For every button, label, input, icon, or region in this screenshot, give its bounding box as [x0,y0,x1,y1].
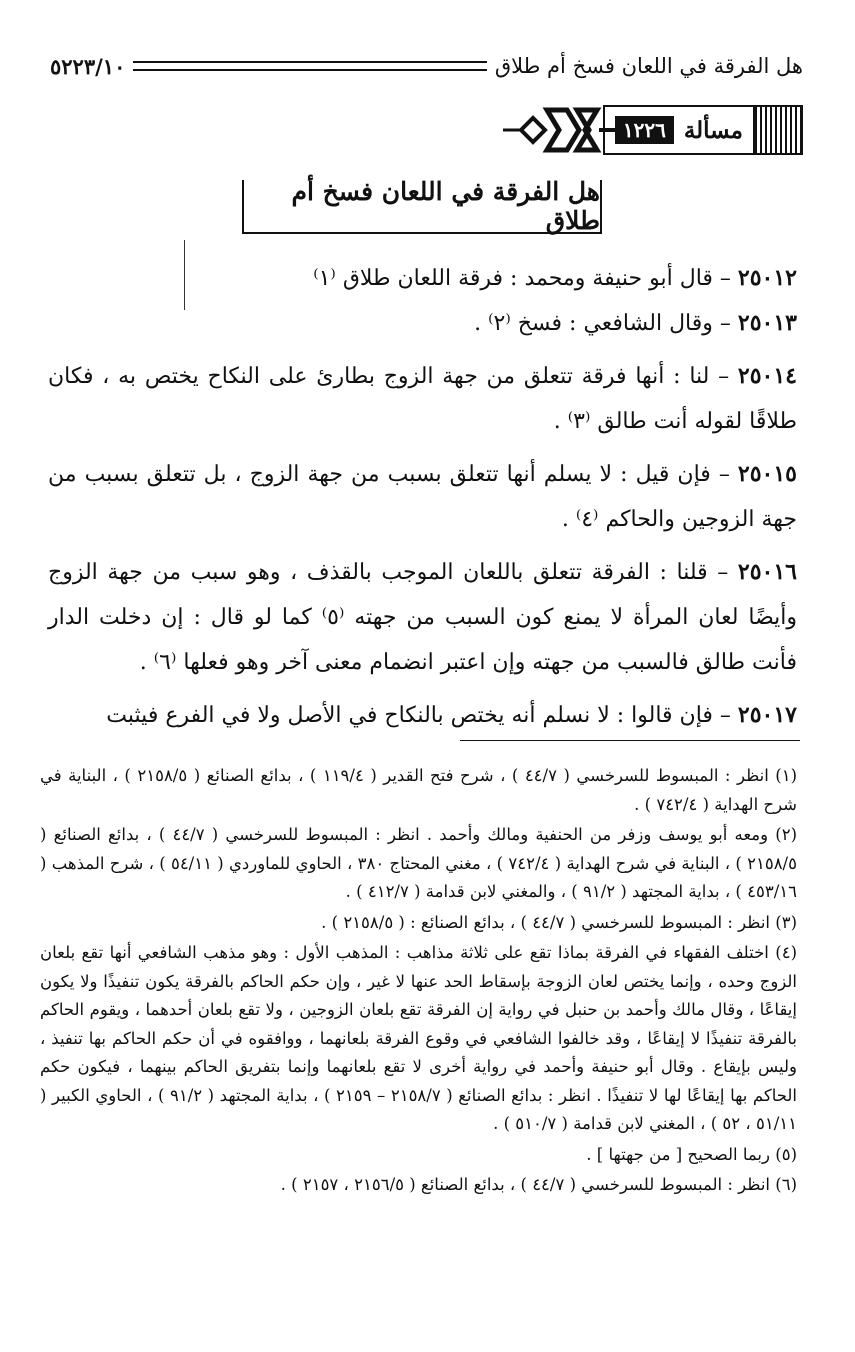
masala-number: ١٢٢٦ [615,116,674,144]
main-text [48,256,797,738]
footnote: (١) انظر : المبسوط للسرخسي ( ٤٤/٧ ) ، شرح فتح القدير ( ١١٩/٤ ) ، بدائع الصنائع ( ٢١٥٨/٥ ) ، البناية في شرح الهداية ( ٧٤٢/٤ ) . [40,766,798,814]
footnote: (٥) ربما الصحيح [ من جهتها ] . [586,1144,797,1164]
footnote: (٢) ومعه أبو يوسف وزفر من الحنفية ومالك وأحمد . انظر : المبسوط للسرخسي ( ٤٤/٧ ) ، بدائع الصنائع ( ٢١٥٨/٥ ) ، البناية في شرح الهداية ( ٧٤٢/٤ ) ، مغني المحتاج ٣٨٠ ، الحاوي للماوردي ( ٥٤/١١ ) ، شرح المذهب ( ٤٥٣/١٦ ) ، بداية المجتهد ( ٩١/٢ ) ، والمغني لابن قدامة ( ٤١٢/٧ ) . [40,825,798,901]
issue-title: هل الفرقة في اللعان فسخ أم طلاق [242,180,602,234]
paragraph-number: ٢٥٠١٢ [737,265,797,291]
footnote-separator [460,740,800,741]
paragraph [48,550,797,685]
header-rule [133,61,486,71]
running-title: هل الفرقة في اللعان فسخ أم طلاق [494,54,803,78]
paragraph [48,256,797,301]
paragraph-number: ٢٥٠١٦ [737,559,797,585]
geometric-ornament-icon [503,102,623,158]
footnote: (٦) انظر : المبسوط للسرخسي ( ٤٤/٧ ) ، بدائع الصنائع ( ٢١٥٦/٥ ، ٢١٥٧ ) . [280,1175,797,1194]
paragraph [48,452,797,542]
striped-bars-ornament [753,105,803,155]
paragraph-text: – قلنا : الفرقة تتعلق باللعان الموجب بالقذف ، وهو سبب من جهة الزوج وأيضًا لعان المرأة لا يمنع كون السبب من جهته ⁽٥⁾ كما لو قال : إن دخلت الدار فأنت طالق فالسبب من جهته وإن اعتبر انضمام معنى آخر وهو فعلها ⁽٦⁾ . [48,560,798,675]
paragraph-text: – قال أبو حنيفة ومحمد : فرقة اللعان طلاق ⁽١⁾ [313,266,731,291]
paragraph-number: ٢٥٠١٥ [737,461,797,487]
paragraph-text: – وقال الشافعي : فسخ ⁽٢⁾ . [474,311,731,336]
page-reference: ٥٢٢٣/١٠ [50,53,126,79]
running-header [50,44,803,88]
paragraph-text: – فإن قيل : لا يسلم أنها تتعلق بسبب من جهة الزوج ، بل تتعلق بسبب من جهة الزوجين والحاكم ⁽٤⁾ . [48,462,797,532]
paragraph-number: ٢٥٠١٧ [737,702,797,728]
masala-banner [503,100,803,160]
masala-label-box [603,105,753,155]
paragraph-text: – فإن قالوا : لا نسلم أنه يختص بالنكاح في الأصل ولا في الفرع فيثبت [106,703,731,728]
paragraph [48,301,797,346]
footnotes [40,762,797,1202]
paragraph-number: ٢٥٠١٣ [737,310,797,336]
masala-label: مسألة [683,116,743,144]
footnote: (٣) انظر : المبسوط للسرخسي ( ٤٤/٧ ) ، بدائع الصنائع : ( ٢١٥٨/٥ ) . [321,912,797,932]
paragraph [48,693,797,738]
footnote: (٤) اختلف الفقهاء في الفرقة بماذا تقع على ثلاثة مذاهب : المذهب الأول : وهو مذهب الشافعي أنها تقع بلعان الزوج وحده ، وإنما يختص لعان الزوجة بإسقاط الحد عنها لا غير ، وإن حكم الحاكم بالفرقة يكون تنفيذًا ولا يكون إيقاعًا ، وقال مالك وأحمد بن حنبل في رواية إن الفرقة تقع بلعان الزوجين ، ولا تقع بلعان أحدهما ، ويقوم الحاكم بالفرقة تنفيذًا لا إيقاعًا ، وقد خالفوا الشافعي في وقوع الفرقة بلعانهما ، ووافقوه في أن حكم الحاكم بها تنفيذ ، وليس بإيقاع . وقال أبو حنيفة وأحمد في رواية أخرى لا تقع بلعانهما وإنما بتفريق الحاكم بينهما ، فيكون حكم الحاكم بها إيقاعًا لها لا تنفيذًا . انظر : بدائع الصنائع ( ٢١٥٨/٧ – ٢١٥٩ ) ، بداية المجتهد ( ٩١/٢ ) ، الحاوي الكبير ( ٥١/١١ ، ٥٢ ) ، المغني لابن قدامة ( ٥١٠/٧ ) . [40,943,797,1133]
paragraph [48,354,797,444]
paragraph-text: – لنا : أنها فرقة تتعلق من جهة الزوج بطارئ على النكاح يختص به ، فكان طلاقًا لقوله أنت طالق ⁽٣⁾ . [48,364,797,434]
paragraph-number: ٢٥٠١٤ [737,363,797,389]
